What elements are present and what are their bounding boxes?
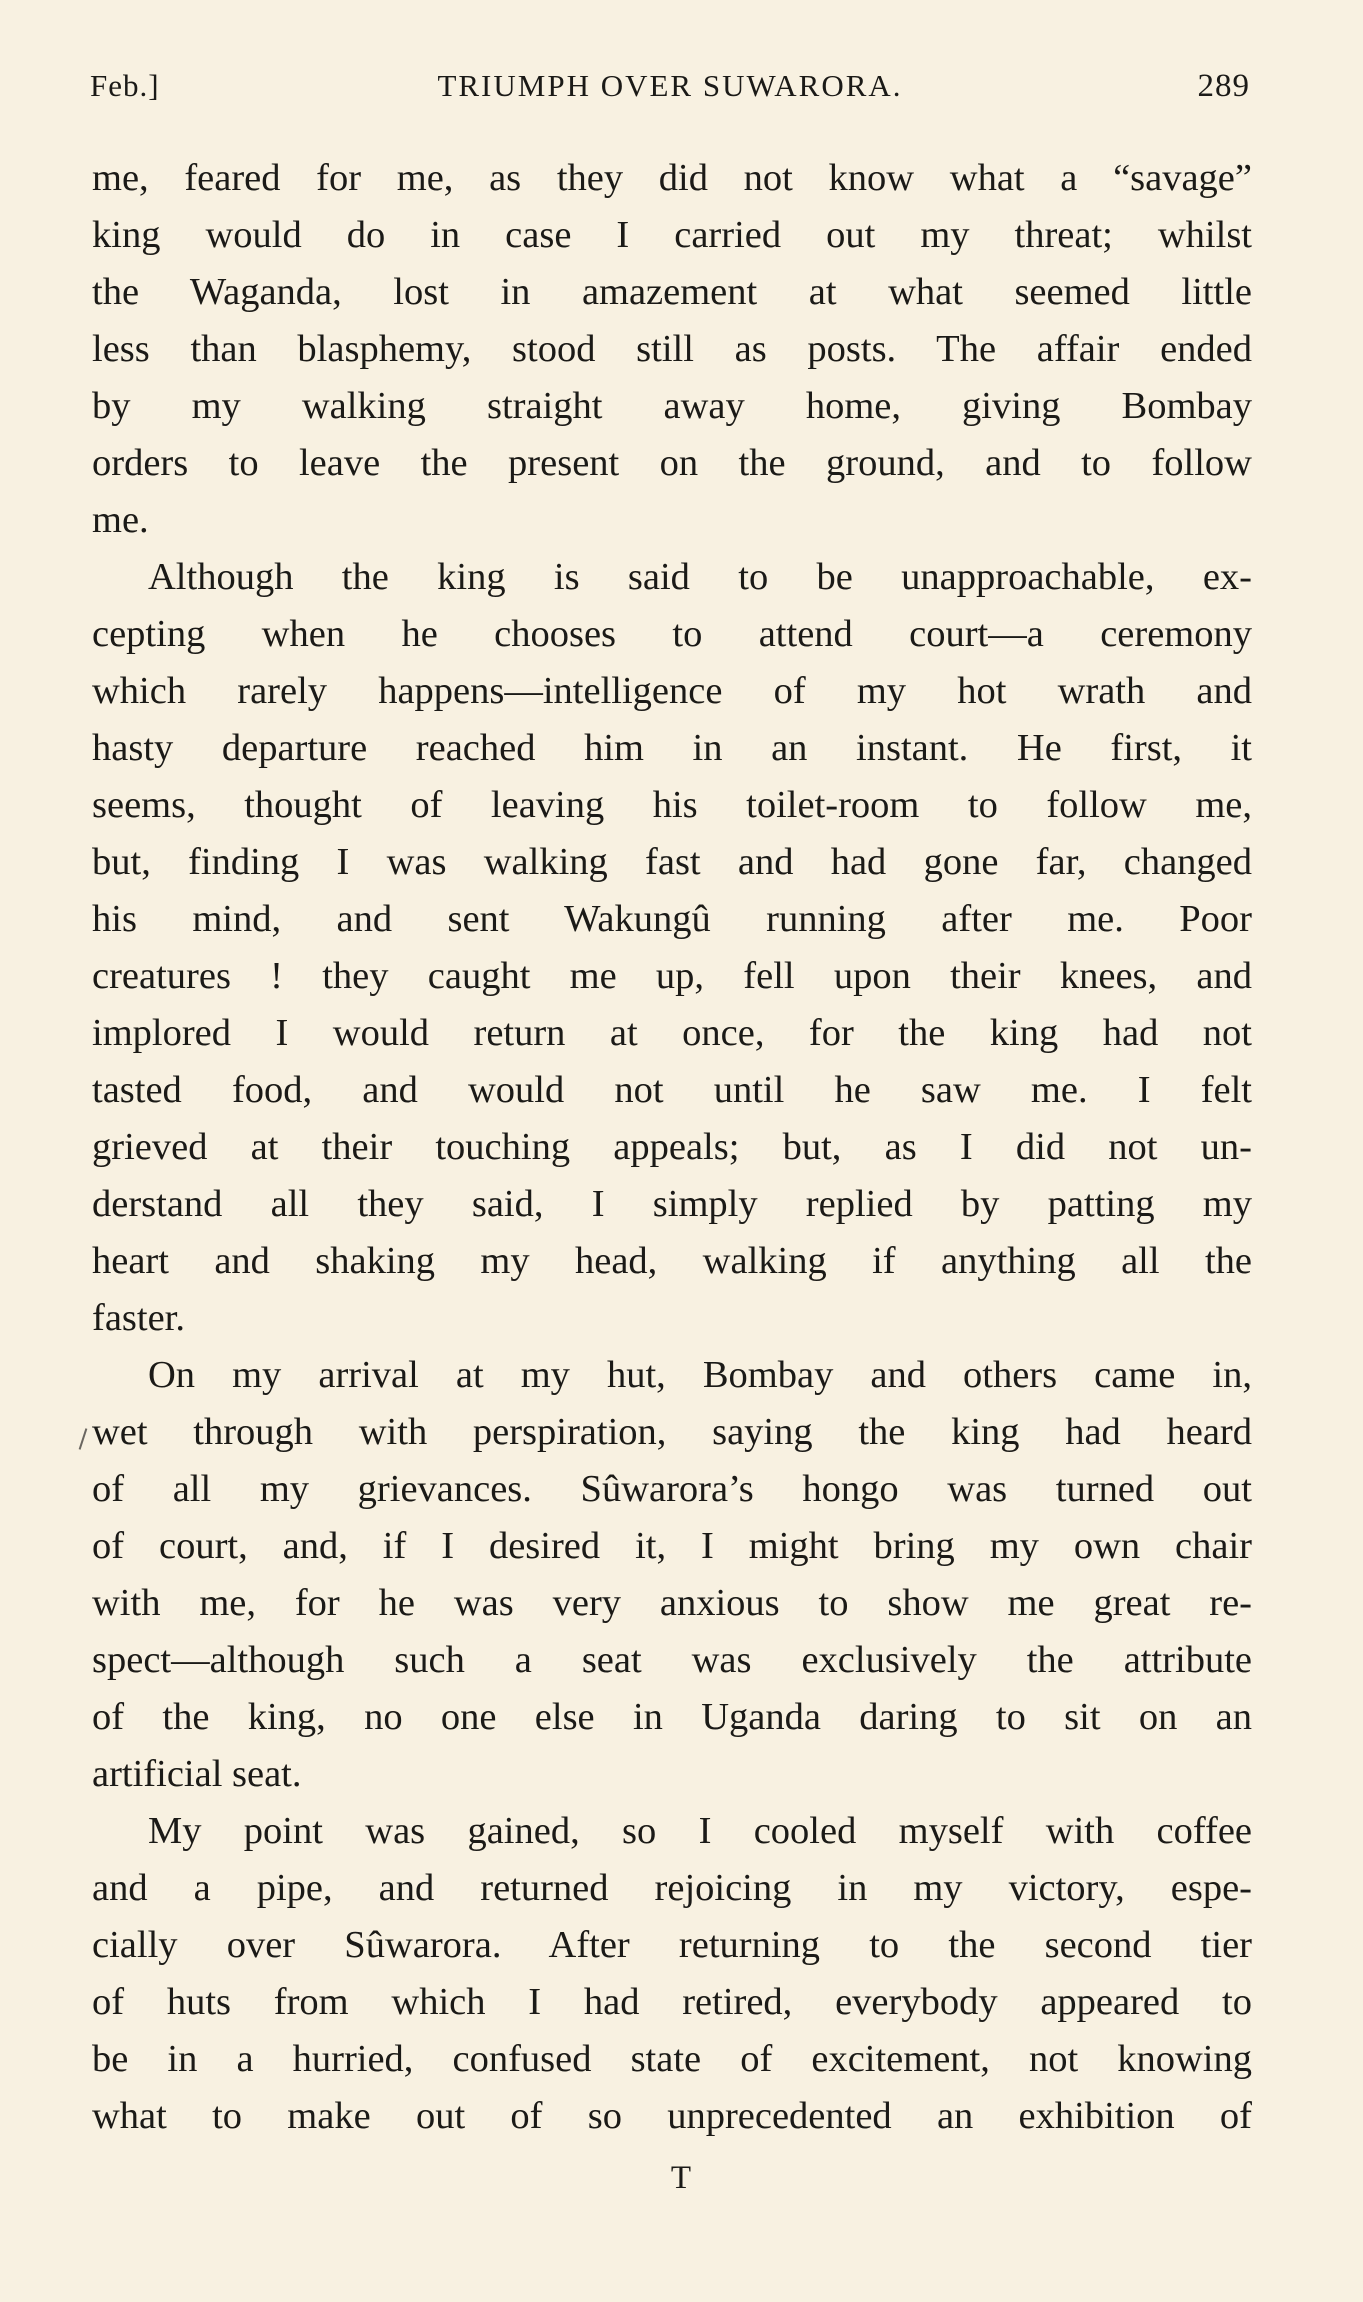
text-line: king would do in case I carried out my threat; whilst bbox=[92, 214, 1252, 256]
header-title: TRIUMPH OVER SUWARORA. bbox=[437, 68, 903, 103]
running-header bbox=[90, 68, 1250, 118]
text-line: grieved at their touching appeals; but, as I did not un- bbox=[92, 1126, 1252, 1168]
text-line: of court, and, if I desired it, I might bring my own chair bbox=[92, 1525, 1252, 1567]
text-line: creatures ! they caught me up, fell upon their knees, and bbox=[92, 955, 1252, 997]
text-line: faster. bbox=[92, 1297, 185, 1339]
text-line: his mind, and sent Wakungû running after me. Poor bbox=[92, 898, 1252, 940]
text-line: derstand all they said, I simply replied by patting my bbox=[92, 1183, 1252, 1225]
page-number: 289 bbox=[1197, 68, 1250, 104]
text-line: and a pipe, and returned rejoicing in my victory, espe- bbox=[92, 1867, 1252, 1909]
text-line: be in a hurried, confused state of excitement, not knowing bbox=[92, 2038, 1252, 2080]
text-line: orders to leave the present on the ground, and to follow bbox=[92, 442, 1252, 484]
text-line: My point was gained, so I cooled myself with coffee bbox=[148, 1810, 1252, 1852]
paragraph bbox=[92, 150, 1252, 549]
text-line: heart and shaking my head, walking if anything all the bbox=[92, 1240, 1252, 1282]
text-line: me. bbox=[92, 499, 149, 541]
text-line: seems, thought of leaving his toilet-room to follow me, bbox=[92, 784, 1252, 826]
text-line: by my walking straight away home, giving Bombay bbox=[92, 385, 1252, 427]
body-text bbox=[92, 150, 1252, 2145]
text-line: On my arrival at my hut, Bombay and others came in, bbox=[148, 1354, 1252, 1396]
paragraph bbox=[92, 1803, 1252, 2145]
text-line: but, finding I was walking fast and had gone far, changed bbox=[92, 841, 1252, 883]
text-line: of all my grievances. Sûwarora’s hongo was turned out bbox=[92, 1468, 1252, 1510]
paragraph bbox=[92, 1347, 1252, 1803]
paragraph bbox=[92, 549, 1252, 1347]
text-line: wet through with perspiration, saying the king had heard bbox=[92, 1411, 1252, 1453]
text-line: what to make out of so unprecedented an exhibition of bbox=[92, 2095, 1252, 2137]
signature-mark: T bbox=[670, 2160, 693, 2196]
margin-mark bbox=[79, 1428, 88, 1450]
text-line: cepting when he chooses to attend court—a ceremony bbox=[92, 613, 1252, 655]
text-line: cially over Sûwarora. After returning to the second tier bbox=[92, 1924, 1252, 1966]
text-line: implored I would return at once, for the king had not bbox=[92, 1012, 1252, 1054]
text-line: the Waganda, lost in amazement at what seemed little bbox=[92, 271, 1252, 313]
text-line: spect—although such a seat was exclusively the attribute bbox=[92, 1639, 1252, 1681]
text-line: with me, for he was very anxious to show me great re- bbox=[92, 1582, 1252, 1624]
text-line: tasted food, and would not until he saw me. I felt bbox=[92, 1069, 1252, 1111]
text-line: which rarely happens—intelligence of my hot wrath and bbox=[92, 670, 1252, 712]
text-line: of the king, no one else in Uganda daring to sit on an bbox=[92, 1696, 1252, 1738]
text-line: of huts from which I had retired, everybody appeared to bbox=[92, 1981, 1252, 2023]
text-line: less than blasphemy, stood still as posts. The affair ended bbox=[92, 328, 1252, 370]
header-month: Feb.] bbox=[90, 68, 160, 103]
text-line: artificial seat. bbox=[92, 1753, 302, 1795]
text-line: Although the king is said to be unapproachable, ex- bbox=[148, 556, 1252, 598]
text-line: me, feared for me, as they did not know what a “savage” bbox=[92, 157, 1252, 199]
text-line: hasty departure reached him in an instant. He first, it bbox=[92, 727, 1252, 769]
